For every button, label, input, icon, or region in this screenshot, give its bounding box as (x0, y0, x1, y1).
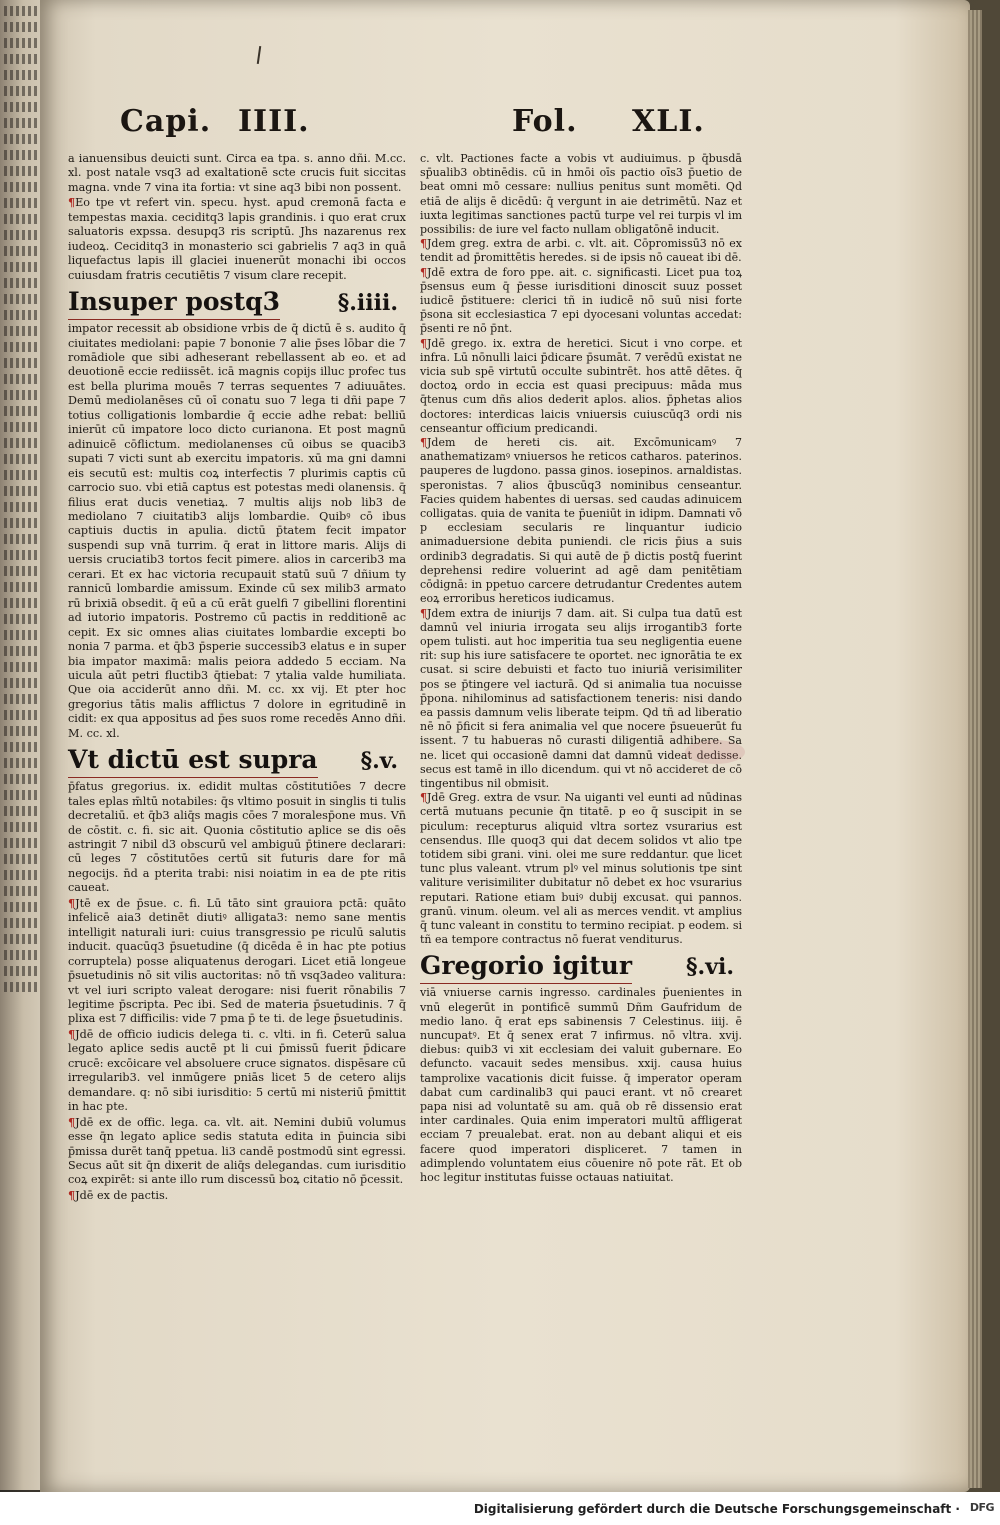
text-paragraph (420, 152, 742, 237)
section-number: §.vi. (686, 954, 734, 981)
paragraph-mark: ¶ (420, 791, 427, 805)
section-heading (68, 285, 406, 320)
header-folio-label: Fol. (512, 104, 578, 139)
paragraph-mark: ¶ (420, 436, 427, 450)
section-heading-text: Gregorio igitur (420, 949, 632, 984)
text-paragraph (68, 780, 406, 896)
paragraph-text: Eo tpe vt refert vin. specu. hyst. apud cremonā facta e tempestas maxia. ceciditq3 lapis grandinis. i quo erat crux saluatoris expssa. desupq3 ris scriptū. Jhs nazarenus rex iudeoꝝ. Ceciditq3 in monasterio sci gabrielis 7 aq3 in quā liquefactus lapis ill glaciei inuenerūt monachi ibi occos cuiusdam fratris cecutiētis 7 visum clare recepit. (68, 196, 406, 282)
ink-mark (257, 46, 261, 64)
paragraph-text: Jdē de officio iudicis delega ti. c. vlti. in fi. Ceterū salua legato aplice sedis auctē pt li cui p̄missū fuerit p̄dicare crucē: excōicare vel absoluere cruce signatos. dispēsare cū irregularib3. vel inmūgere pniās licet 5 de cetero alijs demandare. q: nō sibi iurisditio: 5 certū mi nisteriū p̄mittit in hac pte. (68, 1027, 406, 1114)
text-paragraph (420, 237, 742, 265)
paragraph-text: Jdē extra de foro ppe. ait. c. significasti. Licet pua toꝝ p̄sensus eum q̄ p̄esse iurisditioni dinoscit suuz posset iudicē p̄stituere: clerici tñ in iudicē nō suū nisi forte p̄sona sit ecclesiastica 7 epi dyocesani voluntas accedat: p̄senti re nō p̄nt. (420, 265, 742, 336)
paragraph-text: Jtē ex de p̄sue. c. fi. Lū tāto sint grauiora pctā: quāto infelicē aia3 detinēt diutiꝰ alligata3: nemo sane mentis intelligit naturali iuri: cuius transgressio pe riculū salutis inducit. quacūq3 p̄suetudine (q̄ dicēda ē in hac pte potius corruptela) posse aliquatenus derogari. Licet etiā longeue p̄suetudinis nō sit vilis auctoritas: nō tñ vsq3adeo valitura: vt vel iuri scripto valeat derogare: nisi fuerit rōnabilis 7 legitime p̄scripta. Pec ibi. Sed de materia p̄suetudinis. 7 q̄ plixa est 7 difficilis: vide 7 pma p̄ te ti. de lege p̄suetudinis. (68, 896, 406, 1026)
paragraph-text: Jdem greg. extra de arbi. c. vlt. ait. Cōpromissū3 nō ex tendit ad p̄romittētis heredes. si de ipsis nō caueat ibi dē. (420, 237, 742, 265)
book-page (40, 0, 970, 1492)
paragraph-text: Jdē grego. ix. extra de heretici. Sicut i vno corpe. et infra. Lū nōnulli laici p̄dicare p̄sumāt. 7 verēdū existat ne vicia sub spē virtutū occulte subintrēt. hos attē dētes. q̄ doctoꝝ ordo in eccia est quasi precipuus: māda mus q̄tenus cum dñs alios dederit aplos. alios. p̄phetas alios doctores: interdicas laicis vniuersis cuiuscūq3 ordi nis censeantur officium predicandi. (420, 336, 742, 435)
paragraph-text: Jdem extra de iniurijs 7 dam. ait. Si culpa tua datū est damnū vel iniuria irrogata seu alijs irrogantib3 forte opem tulisti. aut hoc imperitia tua seu negligentia euene rit: sup his iure satisfacere te oportet. nec ignorātia te ex cusat. si scire debuisti et facto tuo iniuriā verisimiliter pos se p̄tingere vel iacturā. Qd si animalia tua nocuisse p̄pona. nihilominus ad satisfactionem teneris: nisi dando ea passis damnum velis liberate teipm. Qd tñ ad liberatio nē nō p̄ficit si fera animalia vel que nocere p̄sueuerūt fu issent. 7 tu habueras nō curasti diligentiā adhibere. Sa ne. licet qui occasionē damni dat damnū videat dedisse. secus est tamē in illo dicendum. qui vt nō accideret de cō tingentibus nil obmisit. (420, 606, 742, 790)
paragraph-mark: ¶ (420, 606, 427, 620)
paragraph-mark: ¶ (68, 1114, 76, 1129)
paragraph-text: p̄fatus gregorius. ix. edidit multas cōstitutiōes 7 decre tales eplas m̄ltū notabiles: q̄s vltimo posuit in singlis ti tulis decretaliū. et q̄b3 aliq̄s magis cōes 7 moralesp̄one mus. Vn̄ de cōstit. c. fi. sic ait. Quonia cōstitutio aplice se dis oēs astringit 7 nibil d3 obscurū vel ambiguū p̄tinere declarari: cū leges 7 cōstitutōes certū sit futuris dare for mā negocijs. n̄d a pterita trabi: nisi noiatim in ea de pte ritis caueat. (68, 780, 406, 895)
section-number: §.v. (360, 748, 398, 775)
paragraph-mark: ¶ (420, 336, 427, 350)
paragraph-text: Jdē ex de offic. lega. ca. vlt. ait. Nemini dubiū volumus esse q̄n legato aplice sedis statuta edita in p̄uincia sibi p̄missa durēt tanq̄ ppetua. li3 candē postmodū sint egressi. Secus aūt sit q̄n dixerit de aliq̄s delegandas. cum iurisditio coꝝ expirēt: si ante illo rum discessū boꝝ citatio nō p̄cessit. (68, 1115, 406, 1187)
right-text-column (420, 152, 742, 1185)
paragraph-text: a ianuensibus deuicti sunt. Circa ea tpa. s. anno dñi. M.cc. xl. post natale vsq3 ad exaltationē scte crucis fuit siccitas magna. vnde 7 vina ita fortia: vt sine aq3 bibi non possent. (68, 152, 406, 194)
text-paragraph (68, 195, 406, 283)
text-paragraph (420, 986, 742, 1185)
text-paragraph (420, 607, 742, 792)
paragraph-mark: ¶ (68, 1187, 76, 1202)
text-paragraph (68, 896, 406, 1027)
text-paragraph (420, 436, 742, 606)
paragraph-text: c. vlt. Pactiones facte a vobis vt audiuimus. p q̄busdā sp̄ualib3 obtinēdis. cū in hmōi oīs pactio oīs3 p̄uetio de beat omni mō cessare: nullius penitus sunt momēti. Qd etiā de alijs ē dicēdū: q̄ vergunt in aie detrimētū. Naz et iuxta legitimas sanctiones pactū turpe vel rei turpis vl im possibilis: de iure vel facto nullam obligatōnē inducit. (420, 152, 742, 237)
header-chapter-number: IIII. (238, 104, 310, 139)
text-paragraph (420, 337, 742, 436)
section-heading-text: Vt dictū est supra (68, 743, 318, 778)
paper-stain (685, 740, 745, 764)
paragraph-text: impator recessit ab obsidione vrbis de q̄ dictū ē s. audito q̄ ciuitates mediolani: papie 7 bononie 7 alie p̄ses lōbar die 7 romādiole que sibi adheserant rebellassent ab eo. et ad deuotionē eccie rediissēt. icā magnis copijs illuc profec tus est bella plurima mouēs 7 terras sequentes 7 adiuuātes. Demū mediolanēses cū oī conatu suo 7 lega ti dñi pape 7 totius colligationis lombardie q̄ eccie adhe rebat: belliū inierūt cū impatore loco dicto curianona. Et post magnū adinuicē cōflictum. mediolanenses cū oibus se quacib3 supati 7 victi sunt ab exercitu impatoris. xū ma gni damni eis secutū est: multis coꝝ interfectis 7 plurimis captis cū carrocio suo. vbi etiā captus est potestas medi olanensis. q̄ filius erat ducis venetiaꝝ. 7 multis alijs nob lib3 de mediolano 7 ciuitatib3 alijs lombardie. Quibꝰ cō ibus captiuis ductis in apulia. dictū p̄tatem fecit impator suspendi sup vnā turrim. q̄ erat in littore maris. Alijs di uersis cruciatib3 tortos fecit pimere. alios in carcerib3 ma cerari. Et ex hac victoria recupauit statū suū 7 dñium ty rannicū lombardie amissum. Exinde cū sex milib3 armato rū brixiā obsedit. q̄ eū a cū erāt guelfi 7 gibellini florentini ad iutorio impatoris. Postremo cū pactis in redditionē ac cepit. Ex sic omnes alias ciuitates lombardie excepti bo nonia 7 parma. et q̄b3 p̄sperie successib3 elatus e in super bia impator maximā: malis peiora addedo 5 ecciam. Na uicula aūt petri fluctib3 q̄tiebat: 7 ytalia valde humiliata. Que oia acciderūt anno dñi. M. cc. xx vij. Et pter hoc gregorius tātis malis afflictus 7 dolore in egritudinē in cidit: ex qua appositus ad p̄es suos rome recedēs Anno dñi. M. cc. xl. (68, 322, 406, 740)
paragraph-mark: ¶ (68, 895, 76, 910)
paragraph-mark: ¶ (420, 265, 427, 279)
header-chapter-label: Capi. (120, 104, 212, 139)
text-paragraph (68, 1188, 406, 1203)
paragraph-mark: ¶ (68, 1026, 76, 1041)
funding-credit: Digitalisierung gefördert durch die Deutsche Forschungsgemeinschaft · (473, 1502, 960, 1516)
paragraph-text: Jdem de hereti cis. ait. Excōmunicamꝰ 7 anathematizamꝰ vniuersos he reticos catharos. paterinos. pauperes de lugdono. passa ginos. iosepinos. arnaldistas. speronistas. 7 alios q̄buscūq3 nominibus censeantur. Facies quidem habentes di uersas. sed caudas adinuicem colligatas. quia de vanita te p̄ueniūt in idipm. Damnati vō p ecclesiam secularis re linquantur iudicio animaduersione debita puniendi. cle ricis p̄ius a suis ordinib3 degradatis. Si qui autē de p̄ dictis postq̄ fuerint deprehensi redire voluerint ad agē dam penitētiam cōdignā: in ppetuo carcere detrudantur Credentes autem eoꝝ erroribus hereticos iudicamus. (420, 436, 742, 606)
running-header (40, 104, 970, 154)
dfg-logo: DFG (969, 1501, 994, 1514)
paragraph-mark: ¶ (68, 195, 76, 210)
text-paragraph (420, 266, 742, 337)
left-text-column (68, 152, 406, 1203)
section-heading (420, 949, 742, 984)
text-paragraph (68, 1027, 406, 1115)
paragraph-mark: ¶ (420, 237, 427, 251)
header-folio-number: XLI. (632, 104, 705, 139)
page-block-edge (968, 10, 982, 1488)
section-heading-text: Insuper postq3 (68, 285, 280, 320)
text-paragraph (68, 152, 406, 195)
text-paragraph (420, 791, 742, 947)
text-paragraph (68, 1115, 406, 1188)
paragraph-text: viā vniuerse carnis ingresso. cardinales p̄uenientes in vnū elegerūt in pontificē summū Dñm Gaufridum de medio lano. q̄ erat eps sabinensis 7 Celestinus. iiij. ē nuncupatꝰ. Et q̄ senex erat 7 infirmus. nō vltra. xvij. diebus: quib3 vi xit ecclesiam dei valuit gubernare. Eo defuncto. vacauit sedes mensibus. xxij. causa huius tamprolixe vacationis dicit fuisse. q̄ imperator operam dabat cum cardinalib3 qui pauci erant. vt nō crearet papa nisi ad voluntatē su am. quā ob rē dissensio erat inter cardinales. Quia enim imperatori multū affligerat ecciam 7 preualebat. erat. non au debant aliqui et eis facere quod imperatori displiceret. 7 tamen in adimplendo voluntatem eius cōuenire nō pote rāt. Et ob hoc legitur institutas fuisse octauas natiuitat. (420, 986, 742, 1185)
paragraph-text: Jdē Greg. extra de vsur. Na uiganti vel eunti ad nūdinas certā mutuans pecunie q̄n titatē. p eo q̄ suscipit in se piculum: recepturus aliquid vltra sortez vsurarius est censendus. Ille quoq3 qui dat decem solidos vt alio tpe totidem sibi grani. vini. olei me sure reddantur. que licet tunc plus valeant. vtrum plꝰ vel minus solutionis tpe sint valiture verisimiliter dubitatur nō debet ex hoc vsurarius reputari. Ratione etiam buiꝰ dubij excusat. qui pannos. granū. vinum. oleum. vel ali as merces vendit. vt amplius q̄ tunc valeant in constitu to termino recipiat. p eodem. si tñ ea tempore contractus nō fuerat venditurus. (420, 791, 742, 947)
section-heading (68, 743, 406, 778)
paragraph-text: Jdē ex de pactis. (75, 1188, 169, 1202)
section-number: §.iiii. (337, 290, 398, 317)
text-paragraph (68, 322, 406, 741)
digitization-footer (0, 1492, 1000, 1525)
